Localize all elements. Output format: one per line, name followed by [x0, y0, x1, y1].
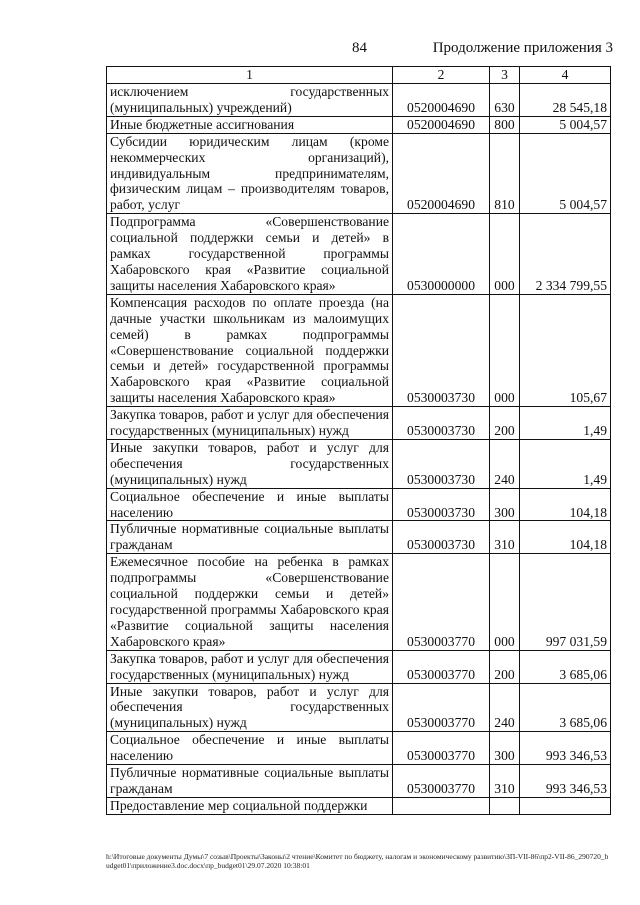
row-name: Публичные нормативные социальные выплаты гражданам: [107, 521, 393, 554]
row-name: Иные закупки товаров, работ и услуг для обеспечения государственных (муниципальных) нужд: [107, 683, 393, 732]
row-sum: 104,18: [520, 521, 611, 554]
row-name: Социальное обеспечение и иные выплаты населению: [107, 488, 393, 521]
row-type: 300: [490, 488, 520, 521]
row-name: исключением государственных (муниципальных) учреждений): [107, 84, 393, 117]
row-type: 000: [490, 294, 520, 406]
table-row: [107, 683, 611, 732]
row-code: 0530000000: [393, 214, 490, 295]
column-header-name: 1: [107, 67, 393, 84]
row-sum: 5 004,57: [520, 133, 611, 214]
row-name: Иные закупки товаров, работ и услуг для обеспечения государственных (муниципальных) нужд: [107, 439, 393, 488]
row-type: 310: [490, 765, 520, 798]
row-name: Компенсация расходов по оплате проезда (на дачные участки школьникам из малоимущих семей) в рамках подпрограммы «Совершенствование социальной поддержки семьи и детей» государственной программы Хабаровского края «Развитие социальной защиты населения Хабаровского края»: [107, 294, 393, 406]
row-code: 0530003730: [393, 294, 490, 406]
table-row: [107, 488, 611, 521]
row-code: 0530003770: [393, 732, 490, 765]
row-code: 0530003770: [393, 683, 490, 732]
column-header-code: 2: [393, 67, 490, 84]
row-type: 200: [490, 407, 520, 440]
row-code: 0530003730: [393, 521, 490, 554]
row-sum: 997 031,59: [520, 554, 611, 650]
row-code: 0520004690: [393, 84, 490, 117]
row-sum: 1,49: [520, 439, 611, 488]
table-header-row: [107, 67, 611, 84]
table-row: [107, 407, 611, 440]
table-row: [107, 84, 611, 117]
row-code: [393, 797, 490, 814]
table-row: [107, 294, 611, 406]
row-sum: 28 545,18: [520, 84, 611, 117]
column-header-sum: 4: [520, 67, 611, 84]
row-name: Ежемесячное пособие на ребенка в рамках подпрограммы «Совершенствование социальной поддержки семьи и детей» государственной программы Хабаровского края «Развитие социальной защиты населения Хабаровского края»: [107, 554, 393, 650]
column-header-type: 3: [490, 67, 520, 84]
table-row: [107, 554, 611, 650]
row-code: 0530003730: [393, 439, 490, 488]
table-row: [107, 133, 611, 214]
row-code: 0520004690: [393, 133, 490, 214]
row-name: Социальное обеспечение и иные выплаты населению: [107, 732, 393, 765]
row-code: 0530003770: [393, 765, 490, 798]
row-type: 240: [490, 683, 520, 732]
row-type: 810: [490, 133, 520, 214]
row-sum: 1,49: [520, 407, 611, 440]
row-sum: 2 334 799,55: [520, 214, 611, 295]
row-type: [490, 797, 520, 814]
row-type: 000: [490, 214, 520, 295]
table-row: [107, 214, 611, 295]
row-sum: 993 346,53: [520, 732, 611, 765]
row-type: 300: [490, 732, 520, 765]
row-name: Закупка товаров, работ и услуг для обеспечения государственных (муниципальных) нужд: [107, 407, 393, 440]
row-type: 800: [490, 116, 520, 133]
file-path-footer: h:\Итоговые документы Думы\7 созыв\Проекты\Законы\2 чтение\Комитет по бюджету, налогам и экономическому развитию\ЗП-VII-86\пр2-VII-86_290720_budget01\приложение3.doc.docx\пр_budget01\29.07.2020 10:38:01: [106, 852, 609, 870]
row-sum: 3 685,06: [520, 683, 611, 732]
continuation-label: Продолжение приложения 3: [432, 40, 613, 56]
page-number: 84: [352, 40, 367, 56]
row-sum: 3 685,06: [520, 650, 611, 683]
table-row: [107, 732, 611, 765]
row-type: 630: [490, 84, 520, 117]
row-sum: 5 004,57: [520, 116, 611, 133]
table-row: [107, 521, 611, 554]
row-code: 0520004690: [393, 116, 490, 133]
table-row: [107, 650, 611, 683]
budget-table: [106, 66, 611, 815]
row-type: 200: [490, 650, 520, 683]
row-name: Подпрограмма «Совершенствование социальной поддержки семьи и детей» в рамках государственной программы Хабаровского края «Развитие социальной защиты населения Хабаровского края»: [107, 214, 393, 295]
row-name: Иные бюджетные ассигнования: [107, 116, 393, 133]
table-row: [107, 797, 611, 814]
row-sum: [520, 797, 611, 814]
table-row: [107, 116, 611, 133]
row-type: 240: [490, 439, 520, 488]
row-code: 0530003770: [393, 554, 490, 650]
row-code: 0530003730: [393, 488, 490, 521]
row-type: 310: [490, 521, 520, 554]
row-code: 0530003730: [393, 407, 490, 440]
row-name: Субсидии юридическим лицам (кроме некоммерческих организаций), индивидуальным предпринимателям, физическим лицам – производителям товаров, работ, услуг: [107, 133, 393, 214]
row-name: Закупка товаров, работ и услуг для обеспечения государственных (муниципальных) нужд: [107, 650, 393, 683]
row-sum: 993 346,53: [520, 765, 611, 798]
row-type: 000: [490, 554, 520, 650]
row-name: Предоставление мер социальной поддержки: [107, 797, 393, 814]
row-sum: 104,18: [520, 488, 611, 521]
table-row: [107, 765, 611, 798]
table-row: [107, 439, 611, 488]
row-code: 0530003770: [393, 650, 490, 683]
row-sum: 105,67: [520, 294, 611, 406]
row-name: Публичные нормативные социальные выплаты гражданам: [107, 765, 393, 798]
